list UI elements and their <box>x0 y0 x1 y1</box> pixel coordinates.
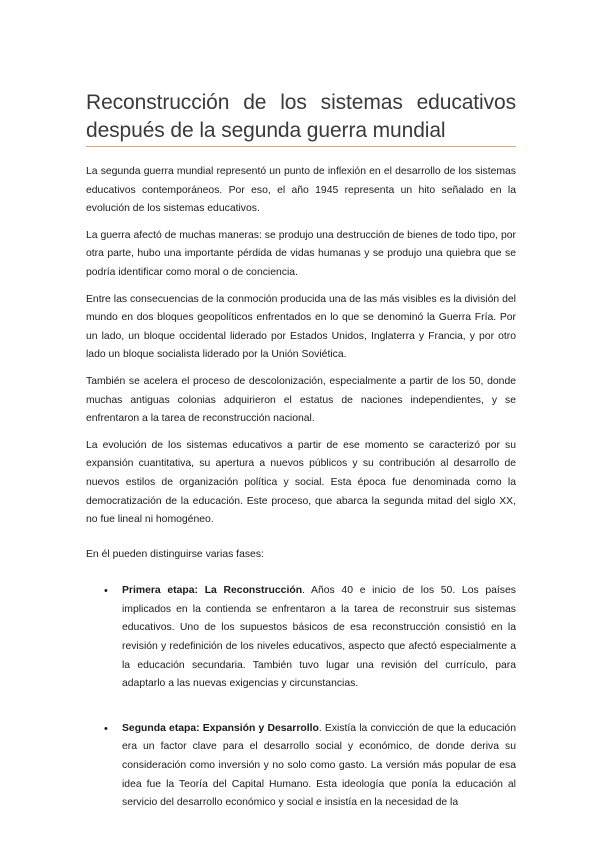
paragraph-cold-war: Entre las consecuencias de la conmoción producida una de las más visibles es la división del mundo en dos bloques geopolíticos enfrentados en lo que se denominó la Guerra Fría. Por un lado, un bloque occidental liderado por Estados Unidos, Inglaterra y Francia, y por otro lado un bloque socialista liderado por la Unión Soviética. <box>86 293 516 361</box>
phase-text: . Existía la convicción de que la educación era un factor clave para el desarrollo social y económico, de donde deriva su consideración como inversión y no solo como gasto. La versión más popular de esa idea fue la Teoría del Capital Humano. Esta ideología que ponía la educación al servicio del desarrollo económico y social e insistía en la necesidad de la <box>122 722 516 809</box>
list-item <box>86 720 516 813</box>
document-title: Reconstrucción de los sistemas educativos después de la segunda guerra mundial <box>86 91 516 142</box>
phases-list <box>86 582 516 813</box>
list-item <box>86 582 516 694</box>
paragraph-decolonization: También se acelera el proceso de descolonización, especialmente a partir de los 50, donde muchas antiguas colonias adquirieron el estatus de naciones independientes, y se enfrentaron a la tarea de reconstrucción nacional. <box>86 375 516 425</box>
document-body <box>86 163 516 839</box>
paragraph-intro: La segunda guerra mundial representó un punto de inflexión en el desarrollo de los sistemas educativos contemporáneos. Por eso, el año 1945 representa un hito señalado en la evolución de los sistemas educativos. <box>86 166 516 215</box>
phase-heading: Primera etapa: La Reconstrucción <box>122 585 303 597</box>
bullet-icon: • <box>104 585 108 598</box>
phase-text: . Años 40 e inicio de los 50. Los países implicados en la contienda se enfrentaron a la tarea de reconstruir sus sistemas educativos. Uno de los supuestos básicos de esa reconstrucción consistió en la revisión y redefinición de los niveles educativos, aspecto que afectó especialmente a la educación secundaria. También tuvo lugar una revisión del currículo, para adaptarlo a las nuevas exigencias y circunstancias. <box>122 585 516 690</box>
title-underline <box>86 146 516 147</box>
bullet-icon: • <box>104 722 108 735</box>
phases-intro: En él pueden distinguirse varias fases: <box>86 548 264 560</box>
phase-heading: Segunda etapa: Expansión y Desarrollo <box>122 722 319 734</box>
paragraph-democratization: La evolución de los sistemas educativos a partir de ese momento se caracterizó por su expansión cuantitativa, su apertura a nuevos públicos y su contribución al desarrollo de nuevos estilos de organización política y social. Esta época fue denominada como la democratización de la educación. Este proceso, que abarca la segunda mitad del siglo XX, no fue lineal ni homogéneo. <box>86 439 516 526</box>
paragraph-war-effects: La guerra afectó de muchas maneras: se produjo una destrucción de bienes de todo tipo, por otra parte, hubo una importante pérdida de vidas humanas y se produjo una quiebra que se podría identificar como moral o de conciencia. <box>86 229 516 278</box>
